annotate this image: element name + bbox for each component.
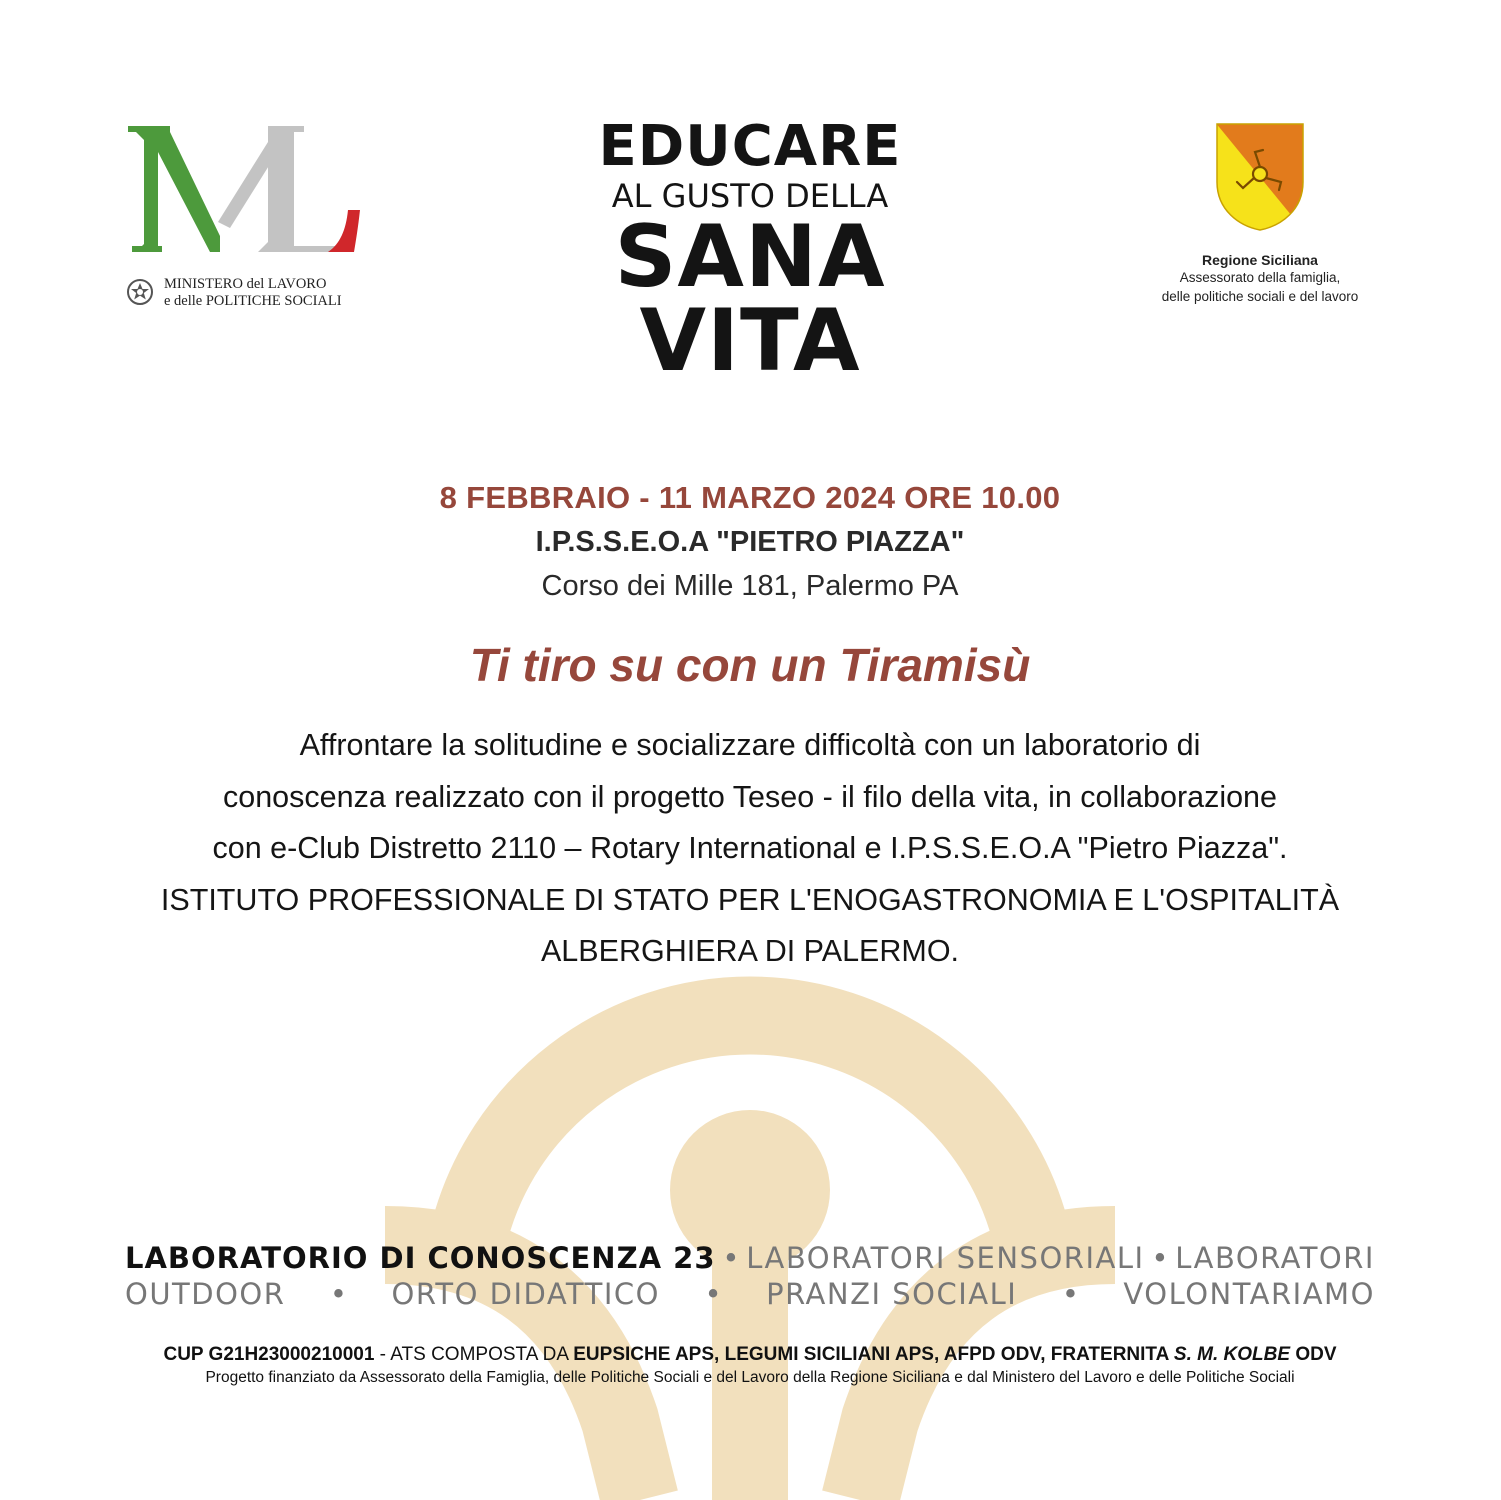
description-line3: con e-Club Distretto 2110 – Rotary International e I.P.S.S.E.O.A "Pietro Piazza". <box>212 831 1288 865</box>
title-line1: EDUCARE <box>598 114 902 179</box>
footer-kolbe: S. M. KOLBE <box>1173 1344 1291 1365</box>
activity-separator: • <box>1061 1277 1079 1311</box>
italian-emblem-icon <box>126 278 154 306</box>
event-info <box>100 476 1400 608</box>
trinacria-shield-icon <box>1215 122 1305 232</box>
activity-item: OUTDOOR <box>125 1277 286 1311</box>
activity-item: ORTO DIDATTICO <box>391 1277 660 1311</box>
event-description <box>100 720 1400 978</box>
event-venue: I.P.S.S.E.O.A "PIETRO PIAZZA" <box>535 526 965 558</box>
activity-separator: • <box>704 1277 722 1311</box>
footer-ats: - ATS COMPOSTA DA <box>374 1344 574 1365</box>
title-line3: SANA <box>614 207 886 307</box>
activity-item: VOLONTARIAMO <box>1123 1277 1375 1311</box>
description-line1: Affrontare la solitudine e socializzare difficoltà con un laboratorio di <box>299 728 1201 762</box>
activities-list <box>125 1240 1375 1312</box>
activity-item: PRANZI SOCIALI <box>766 1277 1018 1311</box>
event-subtitle: Ti tiro su con un Tiramisù <box>469 639 1031 691</box>
description-line4: ISTITUTO PROFESSIONALE DI STATO PER L'ENOGASTRONOMIA E L'OSPITALITÀ <box>160 882 1340 917</box>
activity-item: LABORATORI SENSORIALI <box>746 1241 1145 1275</box>
footer-cup-line <box>100 1342 1400 1368</box>
activity-separator: • <box>722 1241 740 1275</box>
event-date: 8 FEBBRAIO - 11 MARZO 2024 ORE 10.00 <box>439 480 1061 515</box>
activity-separator: • <box>1151 1241 1169 1275</box>
activity-main: LABORATORIO DI CONOSCENZA 23 <box>125 1241 716 1275</box>
footer-partners: EUPSICHE APS, LEGUMI SICILIANI APS, AFPD ODV, FRATERNITA <box>573 1344 1174 1365</box>
logo-ministero <box>118 118 378 318</box>
activity-item: LABORATORI <box>1175 1241 1375 1275</box>
activities-row2 <box>125 1276 1375 1312</box>
footer-cup: CUP G21H23000210001 <box>163 1344 375 1365</box>
ministero-line1: MINISTERO del LAVORO <box>164 276 327 292</box>
campaign-title <box>560 114 940 391</box>
activities-row1 <box>125 1240 1375 1276</box>
description-line2: conoscenza realizzato con il progetto Teseo - il filo della vita, in collaborazione <box>223 779 1277 814</box>
ml-monogram-icon <box>118 118 378 258</box>
title-line4: VITA <box>639 291 861 391</box>
title-line2: AL GUSTO DELLA <box>611 177 889 215</box>
regione-line2: delle politiche sociali e del lavoro <box>1161 289 1359 304</box>
footer-funding: Progetto finanziato da Assessorato della Famiglia, delle Politiche Sociali e del Lavoro della Regione Siciliana e dal Ministero del Lavoro e delle Politiche Sociali <box>205 1369 1295 1386</box>
activity-separator: • <box>329 1277 348 1311</box>
ministero-line2: e delle POLITICHE SOCIALI <box>164 293 342 309</box>
regione-name: Regione Siciliana <box>1202 252 1318 268</box>
description-line5: ALBERGHIERA DI PALERMO. <box>540 934 960 968</box>
event-address: Corso dei Mille 181, Palermo PA <box>541 570 959 602</box>
logo-regione <box>1120 122 1400 322</box>
footer-odv: ODV <box>1290 1344 1337 1365</box>
regione-line1: Assessorato della famiglia, <box>1179 270 1341 285</box>
ministero-name <box>164 276 378 310</box>
footer <box>100 1342 1400 1388</box>
